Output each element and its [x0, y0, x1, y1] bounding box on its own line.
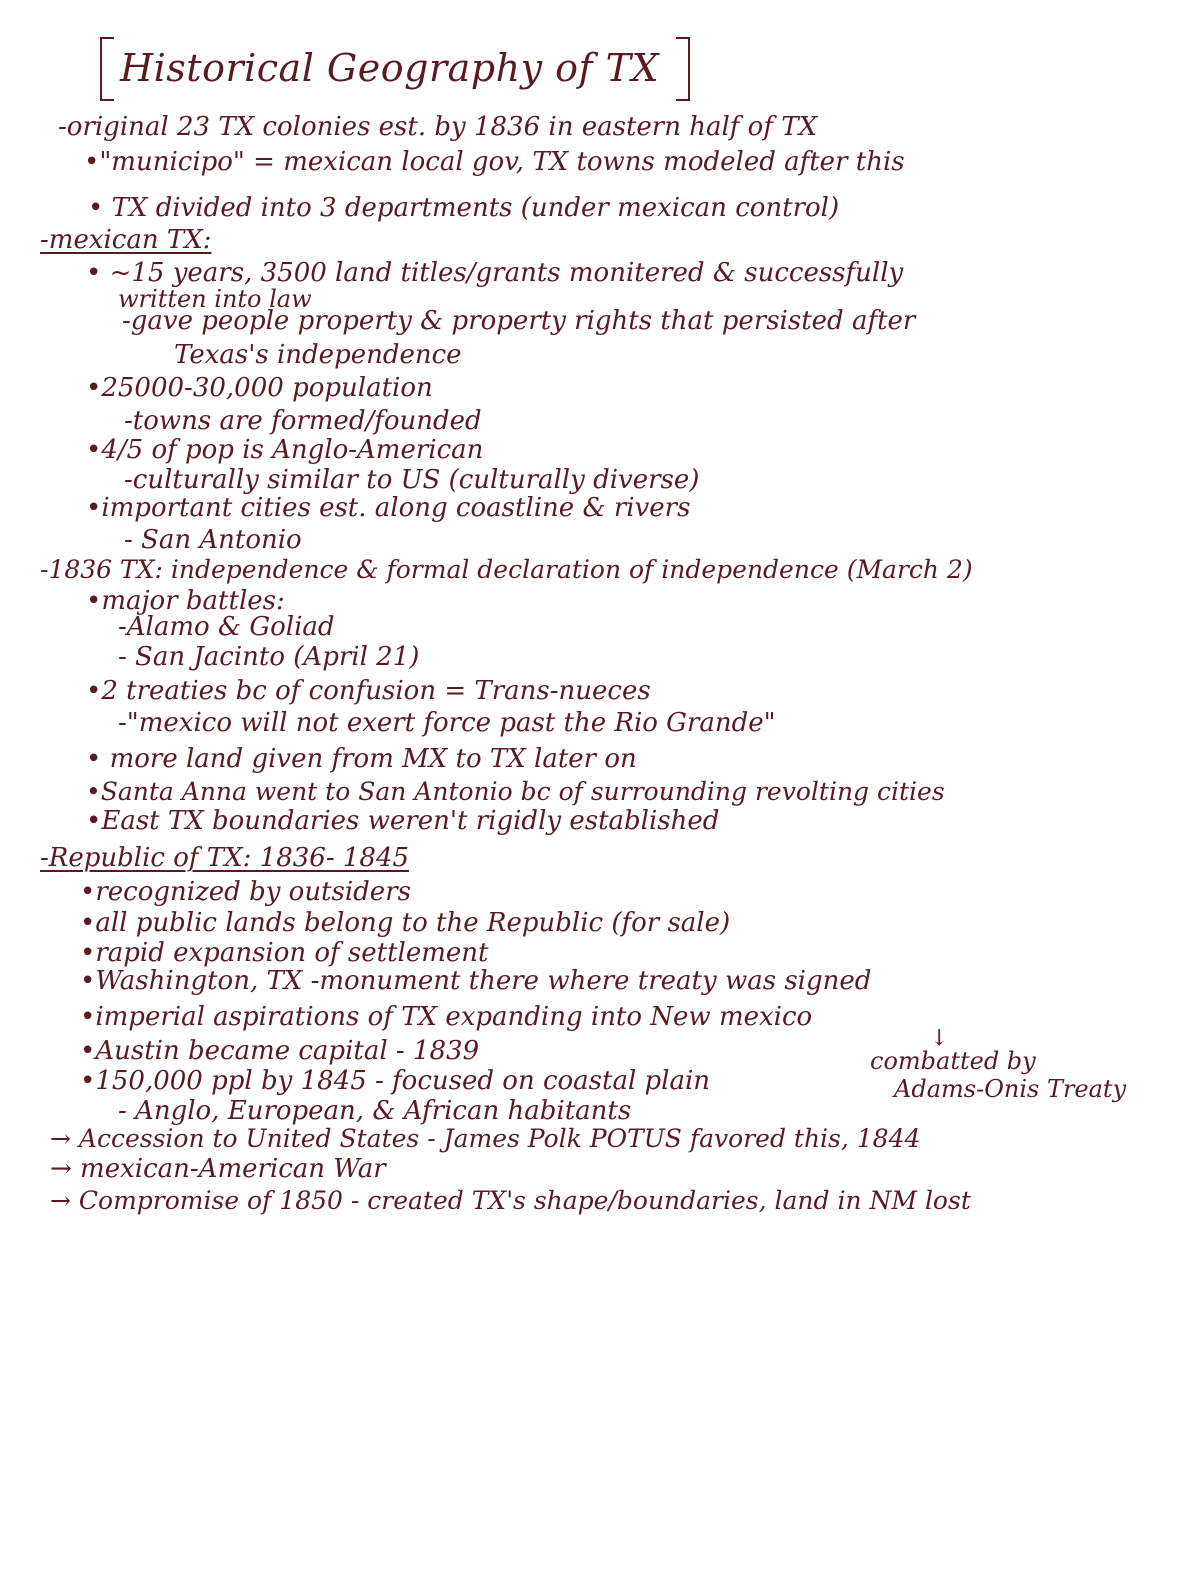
note-line: •major battles:: [86, 586, 285, 616]
section-heading: -mexican TX:: [40, 225, 212, 255]
note-line: •East TX boundaries weren't rigidly established: [86, 806, 720, 836]
note-line: • ~15 years, 3500 land titles/grants monitered & successfully: [86, 258, 904, 288]
note-line: •25000-30,000 population: [86, 373, 433, 403]
note-line: - San Jacinto (April 21): [118, 642, 420, 672]
note-line: •recognized by outsiders: [80, 877, 411, 907]
note-line: -"mexico will not exert force past the Rio Grande": [118, 708, 776, 738]
note-line: → Compromise of 1850 - created TX's shape/boundaries, land in NM lost: [50, 1186, 971, 1215]
note-line: - Anglo, European, & African habitants: [118, 1096, 632, 1126]
page-title: Historical Geography of TX: [120, 46, 660, 90]
note-line: -Alamo & Goliad: [118, 612, 335, 642]
side-note: combatted by: [870, 1047, 1036, 1075]
note-line: •150,000 ppl by 1845 - focused on coastal plain: [80, 1066, 711, 1096]
note-line: -original 23 TX colonies est. by 1836 in eastern half of TX: [58, 112, 818, 142]
note-line: • more land given from MX to TX later on: [86, 744, 637, 774]
note-line: - San Antonio: [124, 525, 302, 555]
note-line: •Washington, TX -monument there where treaty was signed: [80, 966, 872, 996]
side-note: Adams-Onis Treaty: [894, 1075, 1127, 1103]
note-line: → Accession to United States - James Polk POTUS favored this, 1844: [50, 1124, 921, 1153]
section-heading: -1836 TX: independence & formal declaration of independence (March 2): [40, 555, 973, 584]
note-line: → mexican-American War: [50, 1154, 386, 1184]
note-line: -towns are formed/founded: [124, 406, 482, 436]
note-line: •2 treaties bc of confusion = Trans-nueces: [86, 676, 651, 706]
title-bracket-box: [100, 38, 690, 100]
note-line: Texas's independence: [174, 340, 462, 370]
note-line: •imperial aspirations of TX expanding into New mexico: [80, 1002, 813, 1032]
note-line: •4/5 of pop is Anglo-American: [86, 435, 484, 465]
note-line: •rapid expansion of settlement: [80, 938, 489, 968]
note-line: -gave people property & property rights that persisted after: [122, 306, 916, 336]
note-line: •Santa Anna went to San Antonio bc of surrounding revolting cities: [86, 777, 945, 806]
note-line: • TX divided into 3 departments (under mexican control): [88, 193, 840, 223]
note-line: •important cities est. along coastline & rivers: [86, 493, 691, 523]
down-arrow-icon: ↓: [930, 1026, 949, 1051]
section-heading: -Republic of TX: 1836- 1845: [40, 843, 410, 873]
note-line: -culturally similar to US (culturally diverse): [124, 465, 700, 495]
note-line: •"municipo" = mexican local gov, TX towns modeled after this: [84, 147, 905, 177]
note-line: •all public lands belong to the Republic (for sale): [80, 908, 731, 938]
note-line: written into law: [118, 285, 312, 313]
note-line: •Austin became capital - 1839: [80, 1036, 480, 1066]
